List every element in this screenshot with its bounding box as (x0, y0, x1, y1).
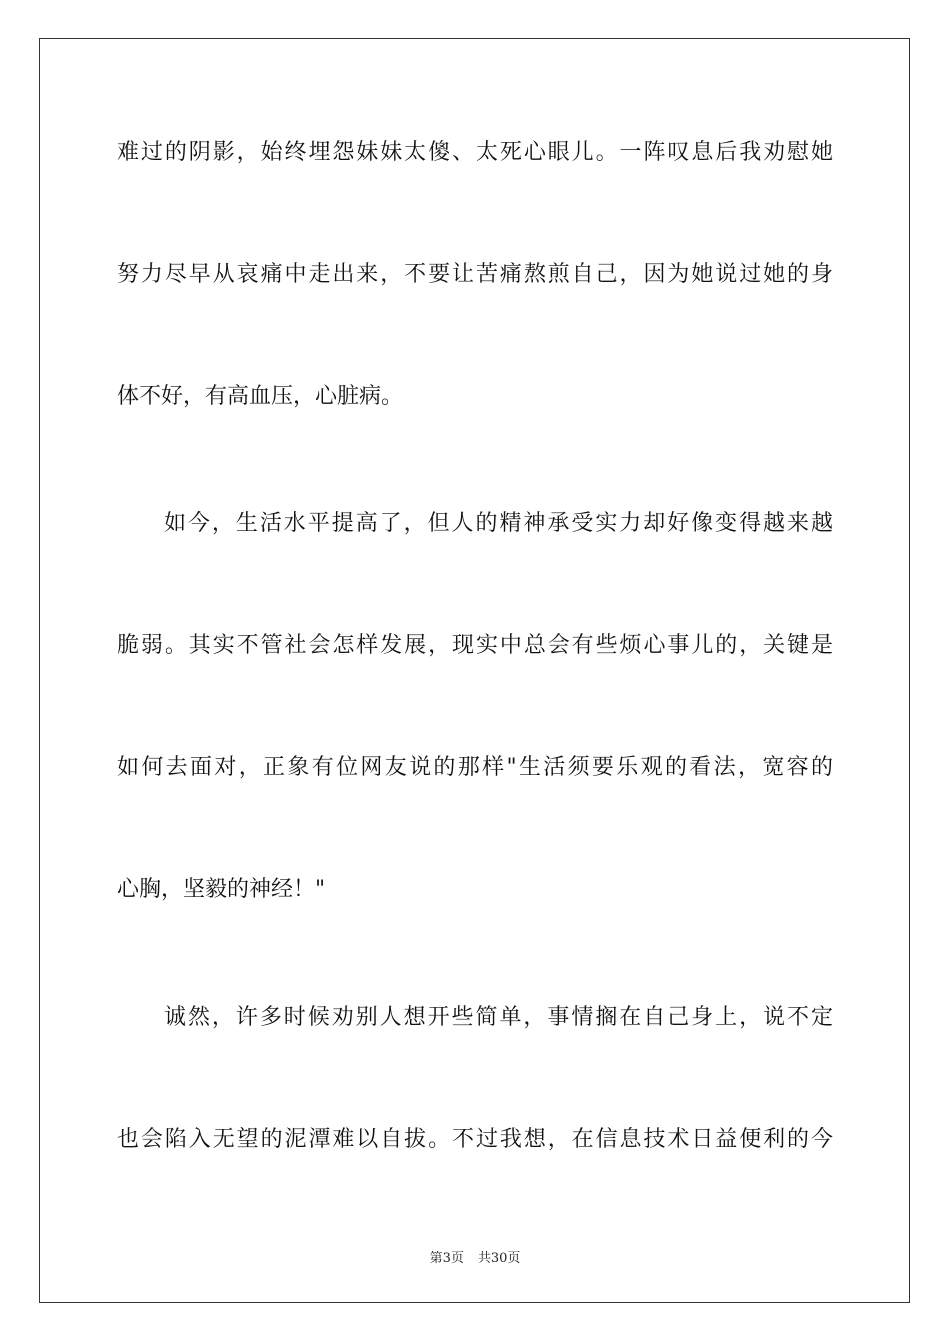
page-footer (0, 1247, 950, 1266)
page-total: 共30页 (477, 1251, 521, 1266)
paragraph-first-line: 如今，生活水平提高了，但人的精神承受实力却好像变得越来越 (164, 511, 833, 536)
text-line: 也会陷入无望的泥潭难以自拔。不过我想，在信息技术日益便利的今 (117, 1127, 833, 1152)
text-line: 难过的阴影，始终埋怨妹妹太傻、太死心眼儿。一阵叹息后我劝慰她 (117, 140, 833, 165)
text-line: 努力尽早从哀痛中走出来，不要让苦痛熬煎自己，因为她说过她的身 (117, 262, 833, 287)
paragraph-first-line: 诚然，许多时候劝别人想开些简单，事情搁在自己身上，说不定 (164, 1005, 833, 1030)
text-line: 体不好，有高血压，心脏病。 (117, 384, 404, 409)
page-frame (39, 38, 910, 1303)
page-number: 第3页 (429, 1251, 464, 1266)
text-line: 脆弱。其实不管社会怎样发展，现实中总会有些烦心事儿的，关键是 (117, 633, 833, 658)
text-line: 如何去面对，正象有位网友说的那样"生活须要乐观的看法，宽容的 (117, 755, 833, 780)
text-line: 心胸，坚毅的神经！" (117, 877, 326, 902)
